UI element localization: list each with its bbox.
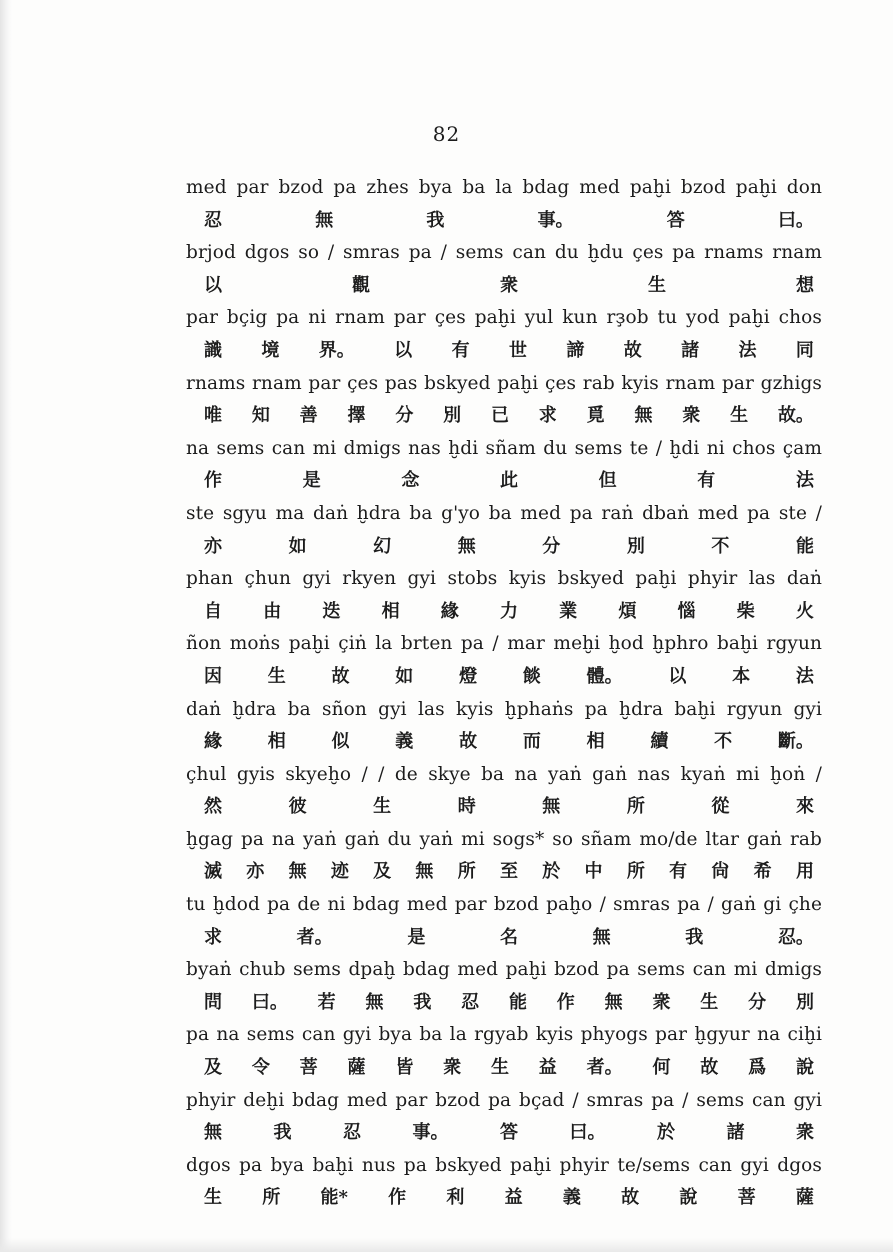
chinese-gloss-line — [186, 400, 822, 433]
chinese-character: 衆 — [682, 405, 701, 427]
chinese-gloss-line — [186, 987, 822, 1020]
chinese-character: 衆 — [652, 991, 671, 1013]
chinese-character: 求 — [538, 405, 557, 427]
chinese-character: 力 — [499, 600, 518, 622]
chinese-character: 諦 — [566, 339, 585, 361]
chinese-character: 義 — [395, 731, 414, 753]
chinese-character: 有 — [669, 861, 688, 883]
chinese-character: 不 — [711, 535, 730, 557]
chinese-gloss-line — [186, 596, 822, 629]
chinese-character: 餤 — [522, 665, 541, 687]
chinese-character: 有 — [451, 339, 470, 361]
chinese-character: 能* — [320, 1187, 348, 1209]
chinese-character: 作 — [388, 1187, 407, 1209]
tibetan-line: phyir deḫi bdag med par bzod pa bҫad / smras pa / sems can gyi — [186, 1089, 822, 1111]
chinese-character: 無 — [315, 209, 334, 231]
chinese-character: 本 — [732, 665, 751, 687]
chinese-gloss-line — [186, 270, 822, 303]
chinese-character: 薩 — [347, 1057, 366, 1079]
chinese-character: 不 — [714, 731, 733, 753]
tibetan-line: pa na sems can gyi bya ba la rgyab kyis phyogs par ḫgyur na ciḫi — [186, 1024, 822, 1046]
chinese-character: 生 — [204, 1187, 222, 1209]
tibetan-line: byaṅ chub sems dpaḫ bdag med paḫi bzod pa sems can mi dmigs — [186, 959, 822, 981]
chinese-character: 無 — [288, 861, 307, 883]
chinese-character: 我 — [426, 209, 445, 231]
chinese-character: 唯 — [204, 405, 222, 427]
tibetan-line: ste sgyu ma daṅ ḫdra ba g'yo ba med pa raṅ dbaṅ med pa ste / — [186, 502, 822, 524]
chinese-character: 續 — [650, 731, 669, 753]
tibetan-line: na sems can mi dmigs nas ḫdi sñam du sems te / ḫdi ni chos ҫam — [186, 437, 822, 459]
chinese-character: 若 — [317, 991, 336, 1013]
chinese-character: 衆 — [443, 1057, 462, 1079]
tibetan-line: dgos pa bya baḫi nus pa bskyed paḫi phyir te/sems can gyi dgos — [186, 1154, 822, 1176]
chinese-character: 同 — [795, 339, 814, 361]
chinese-character: 益 — [504, 1187, 523, 1209]
chinese-character: 作 — [556, 991, 575, 1013]
chinese-character: 希 — [753, 861, 772, 883]
chinese-character: 者。 — [586, 1057, 623, 1079]
chinese-character: 及 — [373, 861, 392, 883]
chinese-character: 火 — [795, 600, 814, 622]
chinese-character: 生 — [373, 796, 392, 818]
chinese-character: 柴 — [736, 600, 755, 622]
chinese-character: 如 — [288, 535, 307, 557]
chinese-character: 何 — [652, 1057, 671, 1079]
chinese-gloss-line — [186, 922, 822, 955]
tibetan-line: ḫgag pa na yaṅ gaṅ du yaṅ mi sogs* so sñam mo/de ltar gaṅ rab — [186, 828, 822, 850]
chinese-character: 亦 — [204, 535, 222, 557]
chinese-character: 令 — [251, 1057, 270, 1079]
chinese-character: 故 — [331, 665, 350, 687]
chinese-character: 曰。 — [777, 209, 814, 231]
chinese-character: 事。 — [537, 209, 574, 231]
chinese-character: 我 — [273, 1122, 292, 1144]
chinese-character: 薩 — [795, 1187, 814, 1209]
chinese-character: 故 — [459, 731, 478, 753]
chinese-character: 無 — [604, 991, 623, 1013]
chinese-character: 作 — [204, 470, 222, 492]
chinese-character: 相 — [267, 731, 286, 753]
chinese-character: 義 — [562, 1187, 581, 1209]
chinese-character: 擇 — [347, 405, 366, 427]
chinese-character: 此 — [499, 470, 518, 492]
tibetan-line: brjod dgos so / smras pa / sems can du ḫdu ҫes pa rnams rnam — [186, 242, 822, 264]
chinese-character: 皆 — [395, 1057, 414, 1079]
chinese-character: 善 — [299, 405, 318, 427]
chinese-character: 能 — [508, 991, 527, 1013]
chinese-character: 生 — [700, 991, 719, 1013]
chinese-character: 生 — [490, 1057, 509, 1079]
chinese-character: 衆 — [796, 1122, 814, 1144]
chinese-character: 答 — [500, 1122, 518, 1144]
chinese-character: 無 — [457, 535, 476, 557]
chinese-character: 想 — [796, 274, 814, 296]
chinese-character: 無 — [204, 1122, 222, 1144]
chinese-character: 者。 — [296, 926, 333, 948]
chinese-character: 於 — [542, 861, 561, 883]
chinese-character: 中 — [584, 861, 603, 883]
chinese-character: 從 — [711, 796, 730, 818]
chinese-character: 用 — [795, 861, 814, 883]
chinese-gloss-line — [186, 1117, 822, 1150]
chinese-gloss-line — [186, 856, 822, 889]
chinese-character: 是 — [407, 926, 426, 948]
chinese-character: 故 — [700, 1057, 719, 1079]
chinese-character: 所 — [626, 796, 645, 818]
chinese-character: 故 — [621, 1187, 640, 1209]
chinese-character: 忍。 — [777, 926, 814, 948]
chinese-character: 能 — [795, 535, 814, 557]
scan-edge-left — [0, 0, 12, 1252]
chinese-character: 分 — [748, 991, 767, 1013]
chinese-character: 自 — [204, 600, 222, 622]
chinese-character: 及 — [204, 1057, 222, 1079]
tibetan-line: med par bzod pa zhes bya ba la bdag med paḫi bzod paḫi don — [186, 177, 822, 198]
chinese-character: 滅 — [204, 861, 222, 883]
chinese-character: 世 — [508, 339, 527, 361]
chinese-character: 相 — [381, 600, 400, 622]
chinese-character: 無 — [415, 861, 434, 883]
chinese-character: 所 — [457, 861, 476, 883]
chinese-character: 識 — [204, 339, 222, 361]
chinese-character: 分 — [395, 405, 414, 427]
chinese-character: 生 — [648, 274, 666, 296]
chinese-character: 尙 — [711, 861, 730, 883]
chinese-character: 如 — [395, 665, 414, 687]
chinese-character: 境 — [261, 339, 280, 361]
chinese-character: 我 — [413, 991, 432, 1013]
chinese-character: 我 — [685, 926, 704, 948]
chinese-character: 似 — [331, 731, 350, 753]
chinese-character: 菩 — [299, 1057, 318, 1079]
chinese-character: 說 — [795, 1057, 814, 1079]
chinese-character: 無 — [542, 796, 561, 818]
tibetan-line: phan ҫhun gyi rkyen gyi stobs kyis bskyed paḫi phyir las daṅ — [186, 568, 822, 590]
chinese-character: 彼 — [288, 796, 307, 818]
chinese-character: 問 — [204, 991, 222, 1013]
page-number: 82 — [432, 122, 461, 146]
chinese-character: 忍 — [204, 209, 222, 231]
chinese-character: 已 — [490, 405, 509, 427]
chinese-gloss-line — [186, 726, 822, 759]
chinese-character: 有 — [697, 470, 716, 492]
chinese-character: 諸 — [681, 339, 700, 361]
chinese-character: 然 — [204, 796, 222, 818]
chinese-character: 忍 — [461, 991, 480, 1013]
chinese-character: 燈 — [459, 665, 478, 687]
chinese-gloss-line — [186, 205, 822, 238]
chinese-character: 迭 — [322, 600, 341, 622]
chinese-character: 法 — [795, 665, 814, 687]
chinese-character: 諸 — [726, 1122, 745, 1144]
chinese-character: 知 — [251, 405, 270, 427]
chinese-character: 曰。 — [569, 1122, 606, 1144]
chinese-character: 因 — [204, 665, 222, 687]
chinese-character: 觀 — [352, 274, 370, 296]
chinese-character: 益 — [538, 1057, 557, 1079]
chinese-character: 緣 — [204, 731, 222, 753]
chinese-character: 業 — [559, 600, 578, 622]
scan-edge-bottom — [0, 1238, 893, 1252]
chinese-character: 緣 — [440, 600, 459, 622]
chinese-character: 衆 — [500, 274, 518, 296]
chinese-gloss-line — [186, 1182, 822, 1215]
chinese-character: 爲 — [748, 1057, 767, 1079]
tibetan-line: ñon moṅs paḫi ҫiṅ la brten pa / mar meḫi ḫod ḫphro baḫi rgyun — [186, 633, 822, 655]
chinese-character: 惱 — [677, 600, 696, 622]
chinese-character: 來 — [795, 796, 814, 818]
chinese-gloss-line — [186, 1052, 822, 1085]
chinese-character: 別 — [795, 991, 814, 1013]
chinese-character: 念 — [401, 470, 420, 492]
chinese-character: 生 — [730, 405, 749, 427]
chinese-character: 煩 — [618, 600, 637, 622]
chinese-character: 由 — [263, 600, 282, 622]
chinese-character: 法 — [738, 339, 757, 361]
chinese-gloss-line — [186, 661, 822, 694]
chinese-character: 至 — [499, 861, 518, 883]
chinese-character: 分 — [542, 535, 561, 557]
chinese-character: 求 — [204, 926, 222, 948]
chinese-character: 故。 — [777, 405, 814, 427]
chinese-character: 是 — [302, 470, 321, 492]
chinese-character: 忍 — [343, 1122, 361, 1144]
chinese-gloss-line — [186, 465, 822, 498]
chinese-character: 幻 — [373, 535, 392, 557]
chinese-character: 但 — [598, 470, 617, 492]
chinese-character: 體。 — [586, 665, 623, 687]
chinese-character: 曰。 — [251, 991, 288, 1013]
chinese-character: 事。 — [412, 1122, 449, 1144]
chinese-gloss-line — [186, 531, 822, 564]
chinese-character: 無 — [592, 926, 611, 948]
tibetan-line: tu ḫdod pa de ni bdag med par bzod paḫo / smras pa / gaṅ gi ҫhe — [186, 894, 822, 916]
tibetan-line: rnams rnam par ҫes pas bskyed paḫi ҫes rab kyis rnam par gzhigs — [186, 372, 822, 394]
chinese-character: 利 — [446, 1187, 465, 1209]
chinese-character: 覓 — [586, 405, 605, 427]
chinese-character: 而 — [522, 731, 541, 753]
chinese-character: 別 — [626, 535, 645, 557]
chinese-character: 無 — [365, 991, 384, 1013]
chinese-character: 所 — [262, 1187, 281, 1209]
chinese-character: 所 — [626, 861, 645, 883]
chinese-character: 故 — [623, 339, 642, 361]
chinese-character: 法 — [795, 470, 814, 492]
chinese-character: 以 — [668, 665, 687, 687]
chinese-character: 界。 — [318, 339, 355, 361]
tibetan-line: par bҫig pa ni rnam par ҫes paḫi yul kun rҙob tu yod paḫi chos — [186, 307, 822, 329]
chinese-character: 無 — [634, 405, 653, 427]
chinese-character: 時 — [457, 796, 476, 818]
chinese-character: 以 — [204, 274, 222, 296]
chinese-character: 相 — [586, 731, 605, 753]
tibetan-line: daṅ ḫdra ba sñon gyi las kyis ḫphaṅs pa ḫdra baḫi rgyun gyi — [186, 698, 822, 720]
tibetan-line: ҫhul gyis skyeḫo / / de skye ba na yaṅ gaṅ nas kyaṅ mi ḫoṅ / — [186, 763, 822, 785]
text-body — [186, 172, 822, 1215]
chinese-character: 別 — [443, 405, 462, 427]
chinese-character: 答 — [666, 209, 685, 231]
chinese-character: 說 — [679, 1187, 698, 1209]
chinese-character: 名 — [499, 926, 518, 948]
chinese-gloss-line — [186, 791, 822, 824]
chinese-character: 迹 — [330, 861, 349, 883]
chinese-character: 亦 — [246, 861, 265, 883]
chinese-character: 斷。 — [777, 731, 814, 753]
chinese-character: 於 — [657, 1122, 675, 1144]
chinese-character: 生 — [267, 665, 286, 687]
chinese-character: 以 — [394, 339, 413, 361]
chinese-character: 菩 — [737, 1187, 756, 1209]
chinese-gloss-line — [186, 335, 822, 368]
